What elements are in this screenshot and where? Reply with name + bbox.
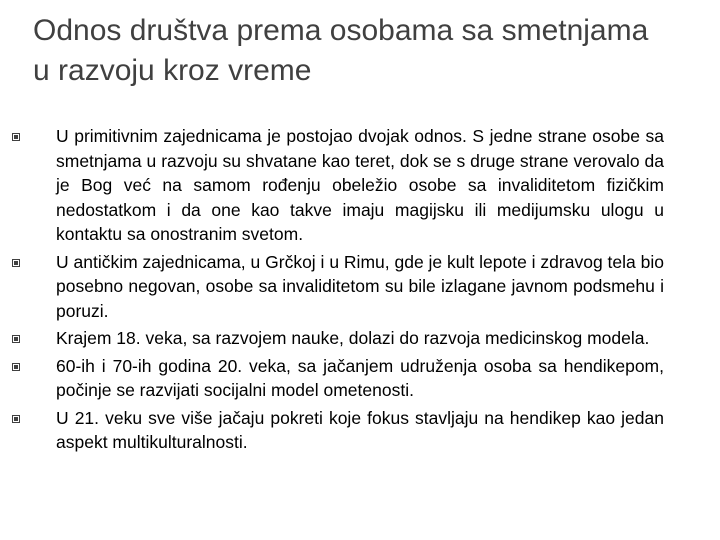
bullet-item — [12, 124, 664, 247]
bullet-text: U primitivnim zajednicama je postojao dvojak odnos. S jedne strane osobe sa smetnjama u razvoju su shvatane kao teret, dok se s druge strane verovalo da je Bog već na samom rođenju obeležio osobe sa invaliditetom fizičkim nedostatkom i da one kao takve imaju magijsku ili medijumsku ulogu u kontaktu sa onostranim svetom. — [56, 126, 664, 244]
bullet-text: 60-ih i 70-ih godina 20. veka, sa jačanjem udruženja osoba sa hendikepom, počinje se razvijati socijalni model ometenosti. — [56, 355, 664, 400]
bullet-marker-icon — [12, 363, 20, 371]
bullet-item — [12, 326, 664, 351]
bullet-marker-icon — [12, 415, 20, 423]
bullet-text: U 21. veku sve više jačaju pokreti koje fokus stavljaju na hendikep kao jedan aspekt multikulturalnosti. — [56, 407, 664, 452]
bullet-list — [12, 124, 664, 458]
bullet-item — [12, 406, 664, 455]
bullet-marker-icon — [12, 335, 20, 343]
bullet-marker-icon — [12, 259, 20, 267]
bullet-text: U antičkim zajednicama, u Grčkoj i u Rimu, gde je kult lepote i zdravog tela bio posebno negovan, osobe sa invaliditetom su bile izlagane javnom podsmehu i poruzi. — [56, 251, 664, 321]
bullet-item — [12, 250, 664, 324]
bullet-marker-icon — [12, 133, 20, 141]
slide-title: Odnos društva prema osobama sa smetnjama u razvoju kroz vreme — [33, 14, 649, 87]
bullet-text: Krajem 18. veka, sa razvojem nauke, dolazi do razvoja medicinskog modela. — [56, 328, 650, 348]
bullet-item — [12, 354, 664, 403]
